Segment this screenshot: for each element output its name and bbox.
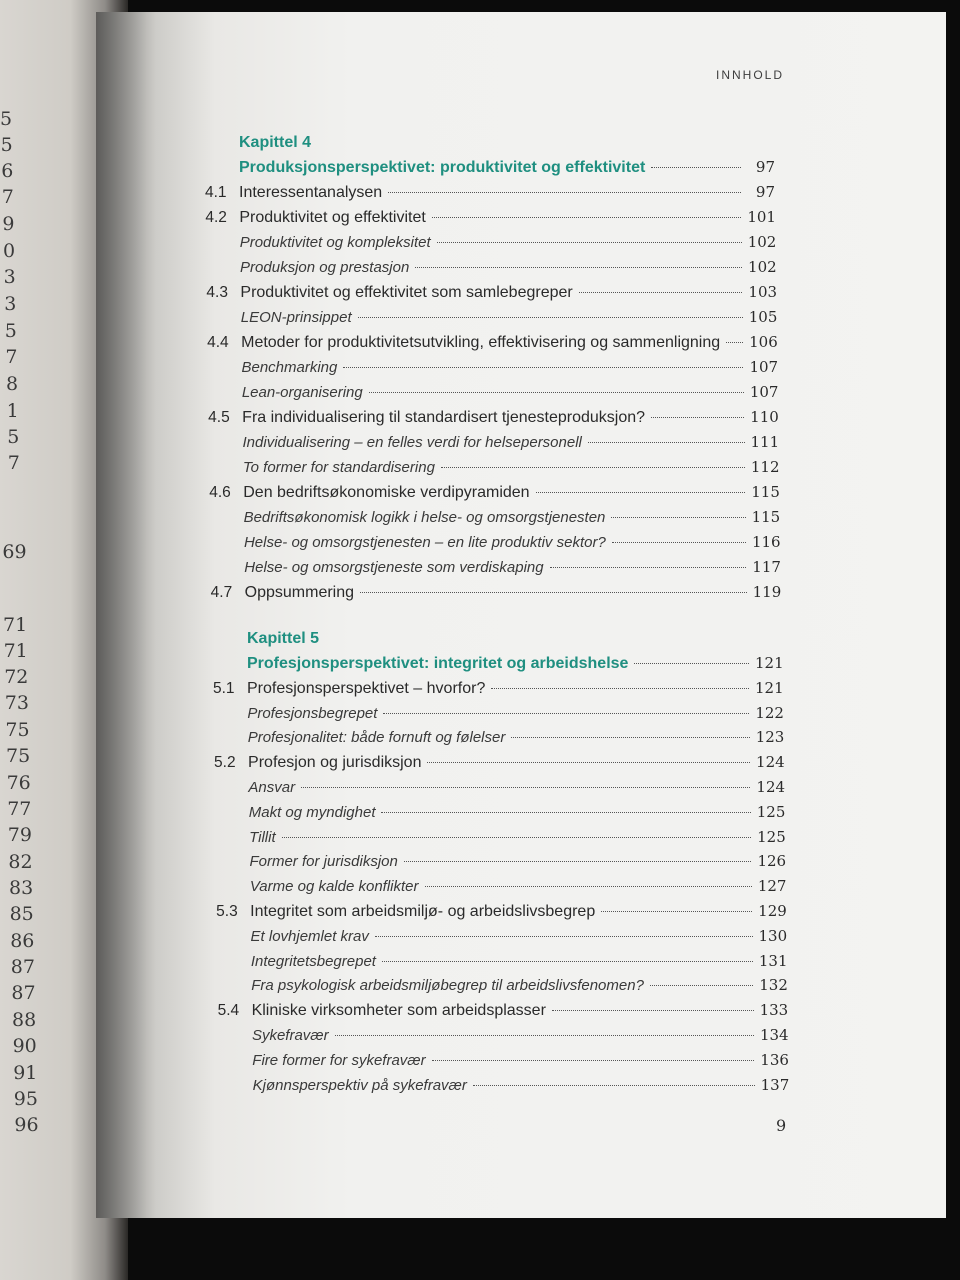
dot-leader [432, 1060, 755, 1061]
entry-title: Tillit [249, 828, 276, 846]
dot-leader [343, 367, 743, 368]
entry-title: Benchmarking [241, 359, 338, 376]
entry-page: 103 [748, 283, 778, 301]
entry-title: Produktivitet og kompleksitet [239, 234, 431, 251]
left-page-number: 71 [3, 614, 28, 636]
entry-page: 105 [748, 308, 778, 326]
entry-title: Kjønnsperspektiv på sykefravær [252, 1076, 467, 1094]
dot-leader [612, 542, 746, 543]
entry-page: 101 [747, 208, 776, 226]
entry-page: 137 [760, 1075, 790, 1094]
left-page-number: 7 [5, 346, 18, 368]
dot-leader [335, 1035, 754, 1036]
entry-number: 5.2 [214, 754, 236, 772]
dot-leader [432, 217, 742, 218]
toc-section-entry [206, 283, 776, 307]
dot-leader [388, 192, 741, 193]
entry-page: 126 [757, 852, 787, 871]
entry-title: Profesjon og jurisdiksjon [248, 754, 422, 772]
toc-subsection-entry [219, 1076, 789, 1100]
dot-leader [441, 467, 745, 468]
toc-section-entry [208, 408, 778, 432]
entry-page: 119 [752, 583, 782, 601]
entry-page: 115 [751, 483, 780, 501]
left-page-number: 79 [7, 824, 32, 846]
left-page-number: 8 [6, 373, 19, 395]
left-page-number: 91 [13, 1062, 38, 1084]
entry-number: 4.5 [208, 409, 230, 426]
entry-number: 4.3 [206, 284, 228, 301]
toc-subsection-entry [217, 952, 787, 976]
entry-title: Interessentanalysen [239, 184, 383, 201]
dot-leader [404, 861, 752, 862]
entry-page: 102 [747, 233, 777, 251]
toc-section-entry [207, 333, 777, 357]
toc-section-entry [216, 902, 786, 926]
dot-leader [634, 663, 749, 664]
toc-section-entry [211, 583, 781, 607]
entry-page: 117 [752, 558, 781, 576]
entry-title: Profesjonsbegrepet [247, 704, 378, 722]
entry-title: Profesjonalitet: både fornuft og følelser [247, 729, 506, 747]
entry-page: 124 [756, 753, 785, 772]
toc-subsection-entry [214, 778, 784, 802]
left-page-number: 7 [1, 186, 14, 208]
entry-page: 124 [756, 778, 786, 796]
left-page-number: 5 [0, 134, 13, 156]
toc-subsection-entry [210, 558, 780, 582]
left-page-number: 0 [3, 240, 16, 262]
toc-subsection-entry [218, 1026, 788, 1050]
entry-page: 110 [750, 408, 779, 426]
entry-page: 123 [755, 728, 785, 747]
toc-subsection-entry [216, 877, 786, 901]
entry-number: 5.4 [217, 1002, 240, 1020]
dot-leader [650, 985, 753, 986]
left-page-number: 7 [7, 452, 20, 474]
left-page-number: 87 [10, 956, 35, 978]
toc-subsection-entry [217, 976, 787, 1000]
chapter-label [213, 630, 783, 654]
entry-title: Oppsummering [244, 584, 355, 601]
entry-number: 4.2 [205, 209, 227, 226]
dot-leader [651, 167, 741, 168]
entry-title: To former for standardisering [242, 459, 435, 476]
toc-subsection-entry [214, 728, 784, 752]
entry-page: 125 [756, 802, 786, 821]
page-gutter-shadow [96, 12, 156, 1218]
entry-number: 4.7 [210, 584, 233, 601]
entry-title: LEON-prinsippet [240, 309, 352, 326]
dot-leader [588, 442, 745, 443]
dot-leader [437, 242, 742, 243]
entry-title: Kliniske virksomheter som arbeidsplasser [251, 1002, 546, 1020]
entry-title: Helse- og omsorgstjeneste som verdiskaping [244, 559, 544, 576]
entry-page: 112 [750, 458, 780, 476]
dot-leader [579, 292, 743, 293]
chapter-title [205, 158, 775, 182]
left-page-number: 85 [9, 903, 34, 925]
entry-page: 121 [755, 678, 784, 697]
entry-title: Varme og kalde konflikter [249, 878, 419, 896]
entry-title: Helse- og omsorgstjenesten – en lite produktiv sektor? [243, 534, 606, 551]
toc-subsection-entry [215, 852, 785, 876]
entry-title: Fra individualisering til standardisert tjenesteproduksjon? [242, 409, 646, 426]
entry-title: Den bedriftsøkonomiske verdipyramiden [243, 484, 530, 501]
dot-leader [726, 342, 743, 343]
entry-page: 107 [749, 358, 779, 376]
left-page-number: 86 [10, 930, 35, 952]
entry-number: 5.3 [216, 903, 238, 920]
left-page-number: 90 [12, 1035, 37, 1057]
entry-page: 134 [759, 1026, 789, 1044]
dot-leader [360, 592, 747, 593]
entry-title: Former for jurisdiksjon [249, 853, 398, 871]
toc-subsection-entry [209, 458, 779, 482]
entry-title: Fire former for sykefravær [252, 1051, 426, 1069]
left-page-number: 77 [7, 798, 32, 820]
entry-page: 130 [758, 926, 788, 945]
left-page-number: 72 [4, 666, 29, 688]
left-page-number: 88 [12, 1009, 37, 1031]
left-page-number: 6 [1, 160, 14, 182]
toc-subsection-entry [206, 233, 776, 257]
toc-subsection-entry [215, 828, 785, 852]
left-page-number: 9 [2, 213, 15, 235]
entry-title: Produktivitet og effektivitet som samlebegreper [240, 284, 573, 301]
entry-title: Ansvar [248, 779, 296, 796]
toc-subsection-entry [209, 433, 779, 457]
toc-subsection-entry [218, 1051, 788, 1075]
toc-subsection-entry [215, 803, 785, 827]
entry-title: Individualisering – en felles verdi for helsepersonell [242, 434, 582, 451]
dot-leader [427, 762, 750, 763]
dot-leader [358, 317, 743, 318]
toc-subsection-entry [207, 358, 777, 382]
entry-title: Produktivitet og effektivitet [239, 209, 426, 226]
left-page-number: 1 [6, 400, 19, 422]
toc-section-entry [214, 753, 784, 777]
dot-leader [425, 886, 752, 887]
toc-subsection-entry [210, 533, 780, 557]
entry-title: Profesjonsperspektivet: integritet og arbeidshelse [247, 655, 629, 672]
dot-leader [383, 713, 749, 714]
left-page-number: 69 [2, 541, 27, 563]
toc-section-entry [213, 679, 783, 703]
entry-title: Makt og myndighet [248, 803, 376, 821]
left-page-number: 3 [3, 266, 16, 288]
entry-title: Produksjon og prestasjon [240, 259, 410, 276]
entry-page: 102 [748, 258, 777, 276]
entry-page: 106 [749, 333, 778, 351]
entry-title: Lean-organisering [241, 384, 363, 401]
entry-page: 133 [759, 1001, 789, 1020]
left-page-number: 5 [0, 108, 13, 130]
dot-leader [375, 936, 753, 937]
dot-leader [552, 1010, 754, 1011]
entry-title: Sykefravær [251, 1027, 329, 1044]
dot-leader [369, 392, 744, 393]
entry-page: 127 [757, 877, 787, 896]
left-page-number: 75 [6, 745, 31, 767]
dot-leader [601, 911, 752, 912]
left-page-number: 5 [4, 320, 17, 342]
entry-title: Integritet som arbeidsmiljø- og arbeidslivsbegrep [250, 903, 596, 920]
toc-section-entry [205, 208, 775, 232]
toc-subsection-entry [208, 383, 778, 407]
entry-title: Et lovhjemlet krav [250, 927, 369, 945]
entry-page: 122 [755, 703, 784, 722]
entry-title: Fra psykologisk arbeidsmiljøbegrep til arbeidslivsfenomen? [251, 977, 644, 995]
dot-leader [611, 517, 745, 518]
entry-title: Produksjonsperspektivet: produktivitet og effektivitet [239, 159, 646, 176]
left-page-number: 5 [7, 426, 20, 448]
chapter-title [213, 654, 783, 678]
dot-leader [651, 417, 744, 418]
toc-section-entry [218, 1001, 788, 1025]
page-number: 9 [776, 1116, 787, 1135]
dot-leader [536, 492, 746, 493]
dot-leader [415, 267, 742, 268]
entry-page: 107 [749, 383, 779, 401]
toc-subsection-entry [207, 308, 777, 332]
entry-number: 5.1 [213, 679, 235, 697]
entry-number: 4.6 [209, 484, 231, 501]
running-head: INNHOLD [716, 68, 785, 82]
entry-title: Kapittel 4 [239, 134, 312, 151]
left-page-number: 83 [9, 877, 34, 899]
chapter-label [205, 134, 775, 158]
toc-subsection-entry [217, 927, 787, 951]
left-page-number: 82 [8, 851, 33, 873]
left-page-number: 95 [13, 1088, 38, 1110]
toc-subsection-entry [206, 258, 776, 282]
left-page-number: 96 [14, 1114, 39, 1136]
left-page-number: 76 [6, 772, 31, 794]
dot-leader [491, 688, 749, 689]
entry-page: 97 [755, 183, 775, 201]
entry-title: Metoder for produktivitetsutvikling, effektivisering og sammenligning [241, 334, 721, 351]
dot-leader [550, 567, 747, 568]
left-page-number: 3 [4, 293, 17, 315]
entry-page: 129 [758, 902, 787, 920]
dot-leader [382, 961, 753, 962]
dot-leader [301, 787, 750, 788]
entry-page: 132 [759, 976, 788, 995]
dot-leader [473, 1085, 755, 1086]
entry-page: 111 [750, 433, 780, 451]
entry-number: 4.4 [207, 334, 229, 351]
left-page-number: 75 [5, 719, 30, 741]
entry-page: 125 [757, 827, 786, 846]
dot-leader [511, 737, 749, 738]
dot-leader [381, 812, 750, 813]
entry-title: Kapittel 5 [247, 630, 320, 647]
toc-section-entry [205, 183, 775, 207]
toc-subsection-entry [213, 704, 783, 728]
dot-leader [282, 837, 751, 838]
entry-title: Integritetsbegrepet [250, 952, 376, 970]
toc-subsection-entry [210, 508, 780, 532]
left-page-number: 71 [3, 640, 28, 662]
toc-section-entry [209, 483, 779, 507]
entry-page: 115 [751, 508, 781, 526]
entry-page: 97 [755, 158, 775, 176]
entry-title: Bedriftsøkonomisk logikk i helse- og omsorgstjenesten [243, 509, 606, 526]
entry-title: Profesjonsperspektivet – hvorfor? [247, 679, 486, 697]
entry-number: 4.1 [205, 184, 227, 201]
entry-page: 131 [758, 951, 788, 970]
left-page-number: 87 [11, 982, 36, 1004]
entry-page: 136 [760, 1050, 789, 1069]
left-page-number: 73 [4, 692, 29, 714]
entry-page: 116 [751, 533, 781, 551]
entry-page: 121 [755, 654, 784, 672]
